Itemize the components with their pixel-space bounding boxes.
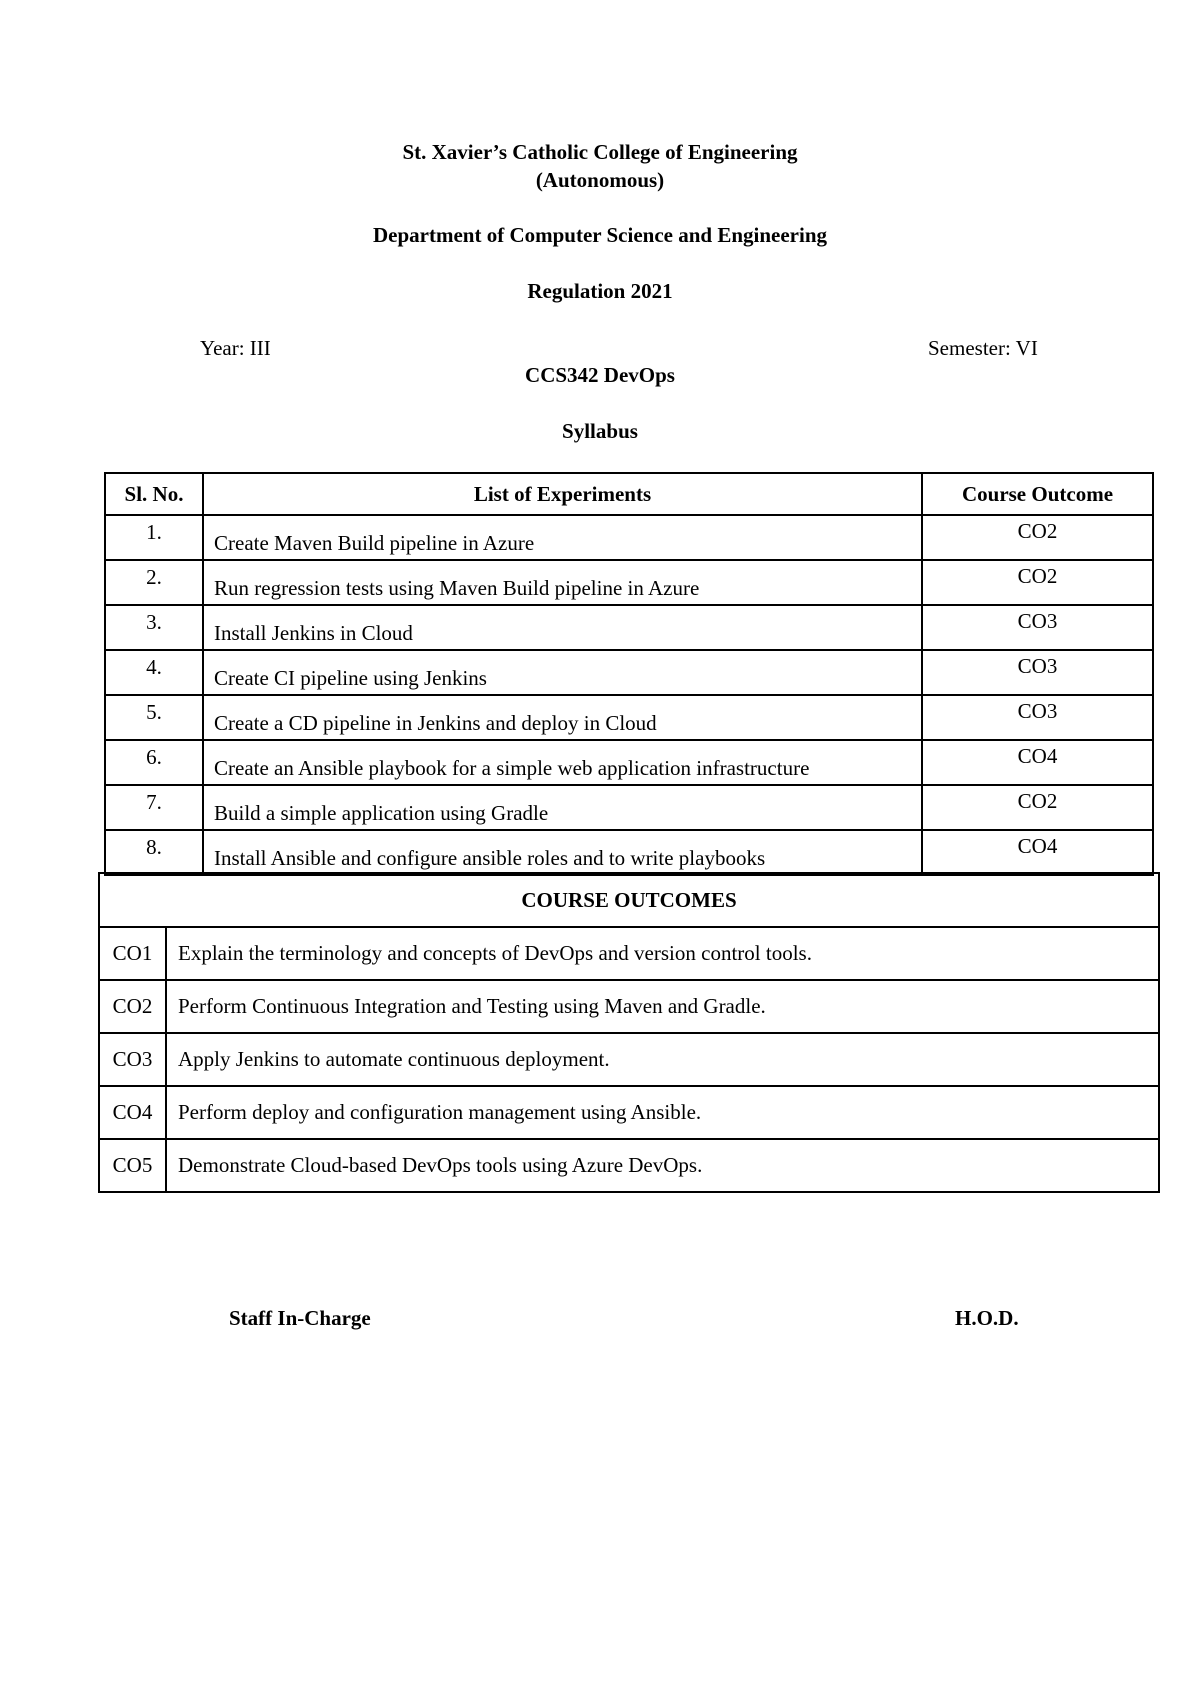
sl-no-cell: 2. — [105, 560, 203, 605]
experiments-table — [104, 472, 1154, 876]
section-title: Syllabus — [562, 419, 638, 443]
table-row — [99, 1139, 1159, 1192]
course-outcome-cell: CO3 — [922, 605, 1153, 650]
hod-signature: H.O.D. — [955, 1306, 1019, 1330]
course-outcome-cell: CO2 — [922, 560, 1153, 605]
experiment-cell: Create CI pipeline using Jenkins — [203, 650, 922, 695]
table-row — [99, 1033, 1159, 1086]
sl-no-cell: 3. — [105, 605, 203, 650]
experiments-header-row — [105, 473, 1153, 515]
course-outcomes-title: COURSE OUTCOMES — [99, 873, 1159, 927]
outcome-code-cell: CO5 — [99, 1139, 166, 1192]
course-outcome-cell: CO3 — [922, 695, 1153, 740]
outcome-description-cell: Demonstrate Cloud-based DevOps tools using Azure DevOps. — [166, 1139, 1159, 1192]
table-row — [105, 695, 1153, 740]
table-row — [105, 605, 1153, 650]
year-label: Year: III — [200, 336, 271, 360]
experiment-cell: Install Jenkins in Cloud — [203, 605, 922, 650]
course-title: CCS342 DevOps — [525, 363, 675, 387]
experiment-cell: Create an Ansible playbook for a simple web application infrastructure — [203, 740, 922, 785]
regulation: Regulation 2021 — [527, 279, 673, 303]
outcome-code-cell: CO3 — [99, 1033, 166, 1086]
column-header-course-outcome: Course Outcome — [922, 473, 1153, 515]
experiment-cell: Create Maven Build pipeline in Azure — [203, 515, 922, 560]
course-outcomes-header-row — [99, 873, 1159, 927]
outcome-code-cell: CO2 — [99, 980, 166, 1033]
table-row — [105, 830, 1153, 875]
outcome-code-cell: CO4 — [99, 1086, 166, 1139]
outcome-description-cell: Explain the terminology and concepts of DevOps and version control tools. — [166, 927, 1159, 980]
outcome-description-cell: Perform Continuous Integration and Testing using Maven and Gradle. — [166, 980, 1159, 1033]
course-outcome-cell: CO4 — [922, 830, 1153, 875]
course-outcome-cell: CO3 — [922, 650, 1153, 695]
sl-no-cell: 5. — [105, 695, 203, 740]
table-row — [105, 650, 1153, 695]
course-outcome-cell: CO4 — [922, 740, 1153, 785]
table-row — [105, 560, 1153, 605]
college-status: (Autonomous) — [535, 168, 665, 192]
course-outcome-cell: CO2 — [922, 785, 1153, 830]
column-header-experiments: List of Experiments — [203, 473, 922, 515]
semester-label: Semester: VI — [928, 336, 1038, 360]
table-row — [105, 515, 1153, 560]
experiment-cell: Create a CD pipeline in Jenkins and deploy in Cloud — [203, 695, 922, 740]
table-row — [99, 980, 1159, 1033]
table-row — [105, 785, 1153, 830]
table-row — [99, 927, 1159, 980]
staff-in-charge-signature: Staff In-Charge — [229, 1306, 371, 1330]
outcome-description-cell: Apply Jenkins to automate continuous deployment. — [166, 1033, 1159, 1086]
experiment-cell: Run regression tests using Maven Build pipeline in Azure — [203, 560, 922, 605]
column-header-sl-no: Sl. No. — [105, 473, 203, 515]
sl-no-cell: 8. — [105, 830, 203, 875]
outcome-code-cell: CO1 — [99, 927, 166, 980]
course-outcomes-table — [98, 872, 1160, 1193]
table-row — [99, 1086, 1159, 1139]
experiment-cell: Build a simple application using Gradle — [203, 785, 922, 830]
course-outcome-cell: CO2 — [922, 515, 1153, 560]
sl-no-cell: 6. — [105, 740, 203, 785]
sl-no-cell: 7. — [105, 785, 203, 830]
college-name: St. Xavier’s Catholic College of Engineering — [402, 140, 798, 164]
experiment-cell: Install Ansible and configure ansible roles and to write playbooks — [203, 830, 922, 875]
outcome-description-cell: Perform deploy and configuration management using Ansible. — [166, 1086, 1159, 1139]
sl-no-cell: 1. — [105, 515, 203, 560]
sl-no-cell: 4. — [105, 650, 203, 695]
table-row — [105, 740, 1153, 785]
department-name: Department of Computer Science and Engineering — [373, 223, 827, 247]
